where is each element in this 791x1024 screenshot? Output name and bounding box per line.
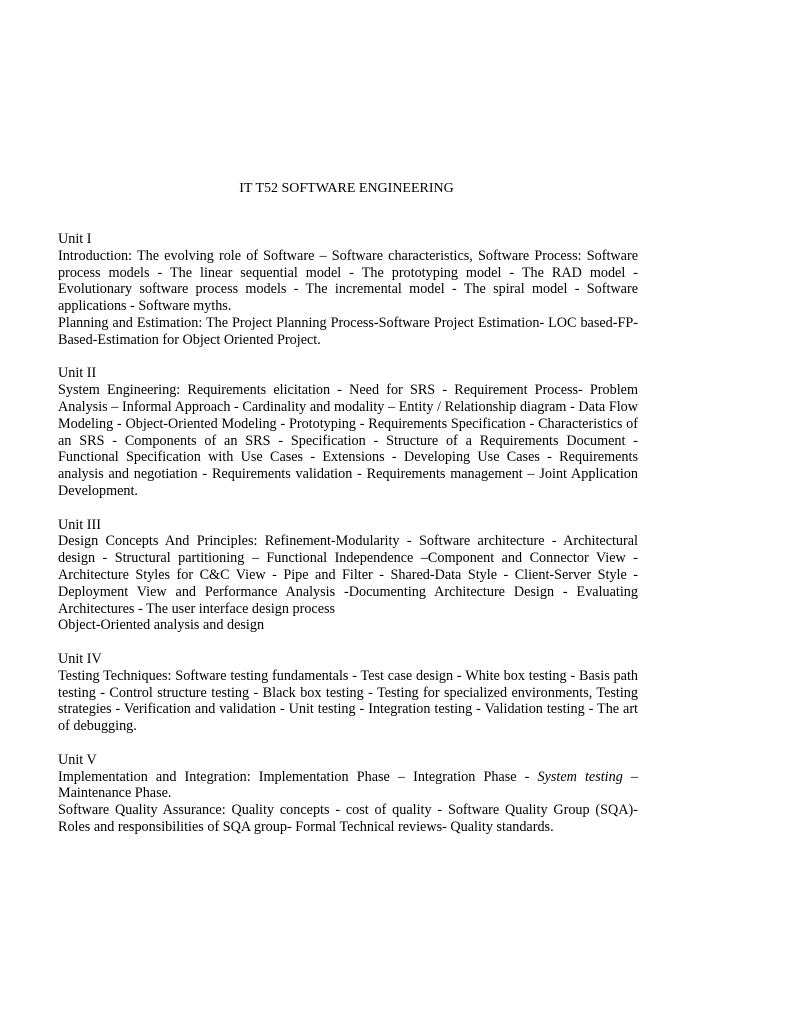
unit-3-design-concepts-paragraph: Design Concepts And Principles: Refinement-Modularity - Software architecture - Architectural design - Structural partitioning – Functional Independence –Component and Connector View - Architecture Styles for C&C View - Pipe and Filter - Shared-Data Style - Client-Server Style - Deployment View and Performance Analysis -Documenting Architecture Design - Evaluating Architectures - The user interface design process — [58, 533, 638, 617]
syllabus-body — [58, 231, 638, 852]
maintenance-text: – Maintenance Phase. — [58, 768, 639, 802]
unit-5-heading: Unit V — [58, 751, 97, 768]
unit-2-system-engineering-paragraph: System Engineering: Requirements elicitation - Need for SRS - Requirement Process- Problem Analysis – Informal Approach - Cardinality and modality – Entity / Relationship diagram - Data Flow Modeling - Object-Oriented Modeling - Prototyping - Requirements Specification - Characteristics of an SRS - Components of an SRS - Specification - Structure of a Requirements Document - Functional Specification with Use Cases - Extensions - Developing Use Cases - Requirements analysis and negotiation - Requirements validation - Requirements management – Joint Application Development. — [58, 382, 638, 499]
unit-3-heading: Unit III — [58, 516, 101, 533]
unit-1-introduction-paragraph: Introduction: The evolving role of Software – Software characteristics, Software Process: Software process models - The linear sequential model - The prototyping model - The RAD model - Evolutionary software process models - The incremental model - The spiral model - Software applications - Software myths. — [58, 247, 638, 315]
unit-4-section — [58, 651, 638, 735]
unit-5-implementation-paragraph — [58, 769, 638, 803]
unit-3-section — [58, 517, 638, 635]
unit-4-testing-paragraph: Testing Techniques: Software testing fundamentals - Test case design - White box testing - Basis path testing - Control structure testing - Black box testing - Testing for specialized environments, Testing strategies - Verification and validation - Unit testing - Integration testing - Validation testing - The art of debugging. — [58, 667, 638, 735]
unit-1-section — [58, 231, 638, 349]
unit-5-section — [58, 752, 638, 836]
implementation-text: Implementation and Integration: Implementation Phase – Integration Phase - — [58, 768, 538, 785]
unit-4-heading: Unit IV — [58, 650, 102, 667]
unit-2-heading: Unit II — [58, 365, 97, 382]
unit-1-planning-paragraph: Planning and Estimation: The Project Planning Process-Software Project Estimation- LOC based-FP- Based-Estimation for Object Oriented Project. — [58, 314, 638, 348]
unit-5-quality-assurance-paragraph: Software Quality Assurance: Quality concepts - cost of quality - Software Quality Group (SQA)-Roles and responsibilities of SQA group- Formal Technical reviews- Quality standards. — [58, 802, 638, 835]
unit-1-heading: Unit I — [58, 231, 92, 247]
system-testing-italic-text: System testing — [537, 768, 623, 785]
document-title: IT T52 SOFTWARE ENGINEERING — [239, 181, 454, 196]
unit-2-section — [58, 365, 638, 499]
unit-3-ooad-paragraph: Object-Oriented analysis and design — [58, 617, 265, 634]
